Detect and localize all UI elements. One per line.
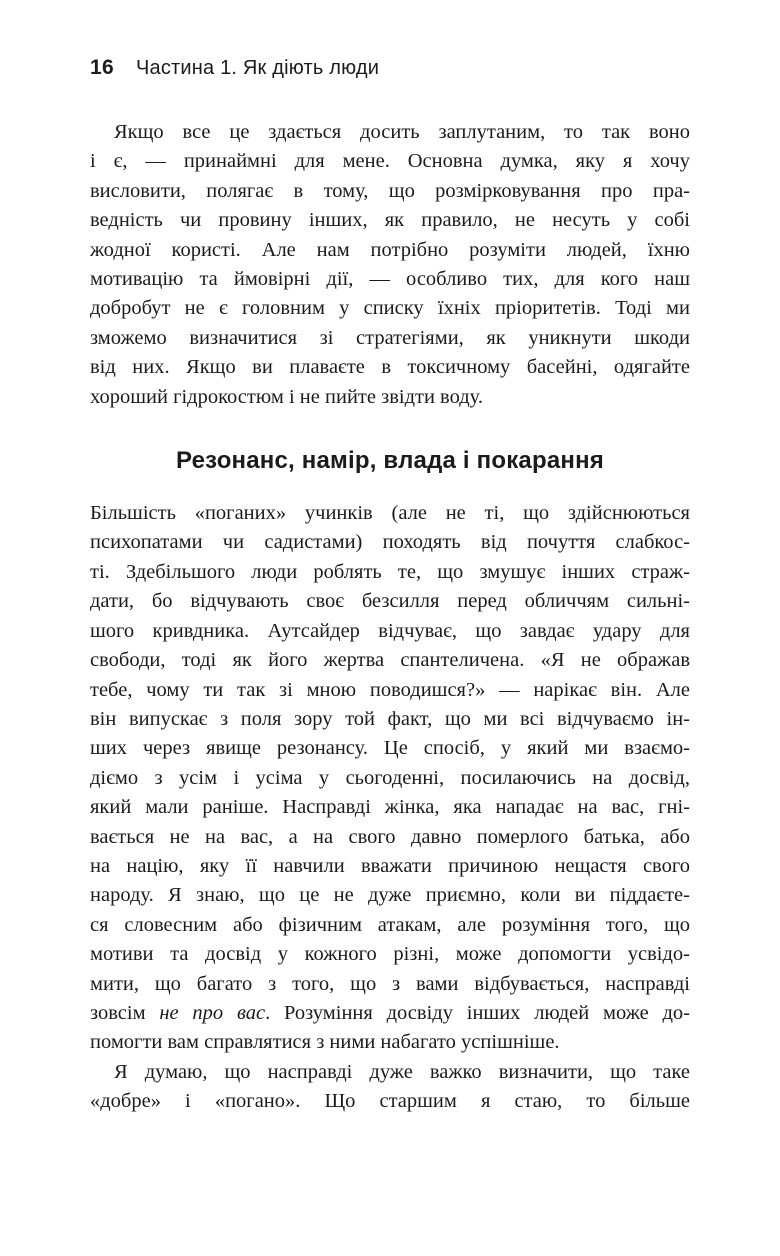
text-line <box>90 1058 690 1087</box>
book-page <box>90 56 690 1117</box>
text-segment: мотиви та досвід у кожного різні, може допомогти усвідо- <box>90 943 690 966</box>
text-line <box>90 558 690 587</box>
text-line <box>90 881 690 910</box>
text-line <box>90 294 690 323</box>
text-segment: ших через явище резонансу. Це спосіб, у який ми взаємо- <box>90 737 690 760</box>
paragraph <box>90 499 690 1058</box>
page-number: 16 <box>90 56 114 79</box>
text-segment: шого кривдника. Аутсайдер відчуває, що завдає удару для <box>90 619 690 642</box>
text-segment: який мали раніше. Насправді жінка, яка нападає на вас, гні- <box>90 796 690 819</box>
text-line <box>90 911 690 940</box>
section-paragraphs <box>90 499 690 1117</box>
text-line <box>90 206 690 235</box>
text-line <box>90 617 690 646</box>
paragraph <box>90 118 690 412</box>
chapter-title: Частина 1. Як діють люди <box>135 57 380 79</box>
text-line <box>90 793 690 822</box>
text-line <box>90 324 690 353</box>
text-segment: від них. Якщо ви плаваєте в токсичному басейні, одягайте <box>90 356 690 379</box>
text-segment: зможемо визначитися зі стратегіями, як уникнути шкоди <box>90 326 690 349</box>
text-segment: . Розуміння досвіду інших людей може до- <box>265 1001 691 1024</box>
text-line <box>90 383 690 412</box>
running-header <box>90 56 690 80</box>
text-line <box>90 970 690 999</box>
text-segment: психопатами чи садистами) походять від почуття слабкос- <box>90 531 690 554</box>
paragraph <box>90 1058 690 1117</box>
text-segment: він випускає з поля зору той факт, що ми всі відчуваємо ін- <box>90 707 690 730</box>
text-segment: висловити, полягає в тому, що розмірковування про пра- <box>90 179 690 202</box>
text-segment: діємо з усім і усіма у сьогоденні, посилаючись на досвід, <box>90 766 690 789</box>
section-heading: Резонанс, намір, влада і покарання <box>176 447 604 475</box>
text-segment: свободи, тоді як його жертва спантеличена. «Я не ображав <box>90 649 690 672</box>
text-line <box>90 587 690 616</box>
text-line <box>90 1087 690 1116</box>
text-line <box>90 236 690 265</box>
text-segment: Я думаю, що насправді дуже важко визначити, що таке <box>114 1060 690 1083</box>
text-segment: мотивацію та ймовірні дії, — особливо тих, для кого наш <box>90 268 690 291</box>
text-segment: зовсім <box>90 1001 160 1024</box>
text-line <box>90 823 690 852</box>
text-segment: вається не на вас, а на свого давно померлого батька, або <box>90 825 690 848</box>
text-segment: і є, — принаймні для мене. Основна думка, яку я хочу <box>90 150 690 173</box>
text-line <box>90 676 690 705</box>
text-segment: тебе, чому ти так зі мною поводишся?» — нарікає він. Але <box>90 678 690 701</box>
text-segment: хороший гідрокостюм і не пийте звідти воду. <box>90 385 484 408</box>
text-segment: ведність чи провину інших, як правило, не несуть у собі <box>90 209 690 232</box>
text-line <box>90 118 690 147</box>
text-segment: помогти вам справлятися з ними набагато успішніше. <box>90 1031 560 1054</box>
text-line <box>90 852 690 881</box>
text-line <box>90 705 690 734</box>
text-segment: мити, що багато з того, що з вами відбувається, насправді <box>90 972 690 995</box>
intro-paragraphs <box>90 118 690 412</box>
text-line <box>90 940 690 969</box>
italic-text: не про вас <box>159 1001 266 1024</box>
text-line <box>90 528 690 557</box>
text-segment: Більшість «поганих» учинків (але не ті, що здійснюються <box>90 502 690 525</box>
text-line <box>90 1028 690 1057</box>
text-line <box>90 999 690 1028</box>
text-segment: ся словесним або фізичним атакам, але розуміння того, що <box>90 913 690 936</box>
text-segment: Якщо все це здається досить заплутаним, то так воно <box>114 121 690 143</box>
text-line <box>90 265 690 294</box>
text-line <box>90 646 690 675</box>
text-segment: народу. Я знаю, що це не дуже приємно, коли ви піддаєте- <box>90 884 690 907</box>
text-segment: добробут не є головним у списку їхніх пріоритетів. Тоді ми <box>90 297 690 320</box>
text-segment: жодної користі. Але нам потрібно розуміти людей, їхню <box>90 238 690 261</box>
text-line <box>90 734 690 763</box>
text-segment: на націю, яку її навчили вважати причиною нещастя свого <box>90 854 690 877</box>
text-segment: дати, бо відчувають своє безсилля перед обличчям сильні- <box>90 590 690 613</box>
text-line <box>90 353 690 382</box>
text-line <box>90 499 690 528</box>
text-line <box>90 764 690 793</box>
text-segment: «добре» і «погано». Що старшим я стаю, то більше <box>90 1090 690 1113</box>
text-line <box>90 147 690 176</box>
text-line <box>90 177 690 206</box>
text-segment: ті. Здебільшого люди роблять те, що змушує інших страж- <box>90 560 690 583</box>
